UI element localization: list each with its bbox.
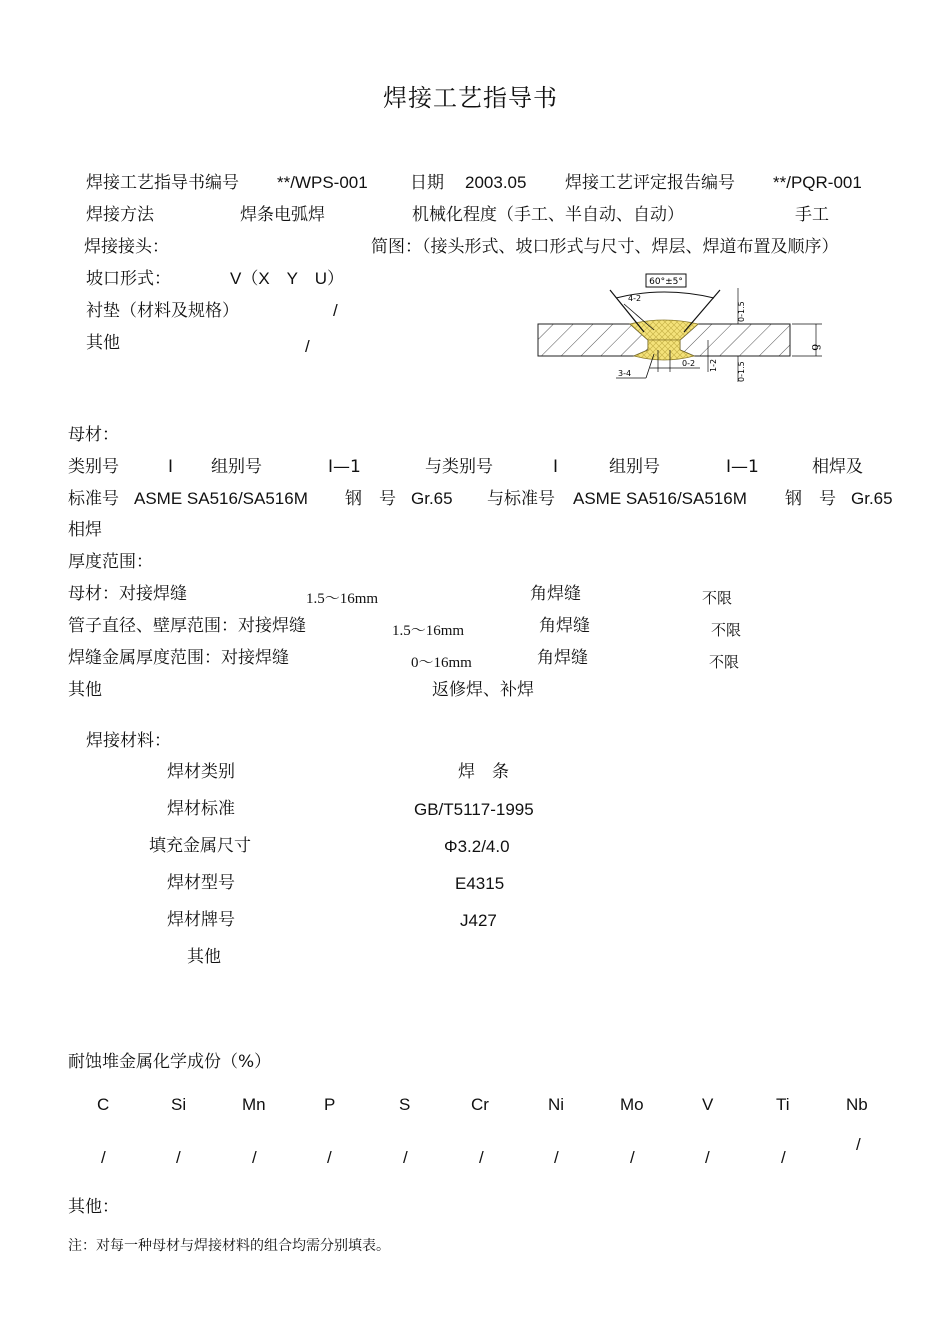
thickness-row-label: 焊缝金属厚度范围：对接焊缝 — [68, 648, 289, 668]
element-value: / — [101, 1148, 106, 1167]
thickness-row-butt: 0～16mm — [411, 655, 472, 671]
material-label: 焊材牌号 — [167, 910, 235, 930]
pqr-number-label: 焊接工艺评定报告编号 — [565, 173, 735, 193]
thickness-heading: 厚度范围： — [68, 552, 153, 572]
element-value: / — [705, 1148, 710, 1167]
thickness-row-label: 母材：对接焊缝 — [68, 584, 187, 604]
joint-other-value: / — [305, 337, 310, 356]
class-label: 类别号 — [68, 457, 119, 477]
with-standard-value: ASME SA516/SA516M — [573, 489, 747, 508]
backing-label: 衬垫（材料及规格） — [86, 301, 239, 321]
pqr-number-value: **/PQR-001 — [773, 173, 862, 192]
thickness-row-fillet: 不限 — [709, 655, 740, 671]
date-value: 2003.05 — [465, 173, 527, 192]
mechanization-value: 手工 — [795, 205, 829, 225]
date-label: 日期 — [410, 173, 444, 193]
element-header: P — [324, 1095, 336, 1114]
welding-method-label: 焊接方法 — [86, 205, 154, 225]
grade-value: Gr.65 — [411, 489, 453, 508]
element-header: Nb — [846, 1095, 868, 1114]
element-header: S — [399, 1095, 411, 1114]
with-standard-label: 与标准号 — [487, 489, 555, 509]
wps-number-label: 焊接工艺指导书编号 — [86, 173, 239, 193]
with-grade-value: Gr.65 — [851, 489, 893, 508]
thickness-symbol: δ — [809, 344, 822, 351]
with-class-label: 与类别号 — [425, 457, 493, 477]
joint-sketch — [530, 268, 830, 384]
reinforcement-top-label: 0-1.5 — [737, 301, 746, 322]
backing-value: / — [333, 301, 338, 320]
joint-other-label: 其他 — [86, 333, 120, 353]
thickness-other-label: 其他 — [68, 680, 102, 700]
with-group-value: Ⅰ—1 — [726, 457, 759, 477]
element-value: / — [479, 1148, 484, 1167]
material-value: J427 — [460, 911, 497, 930]
note-text: 注：对每一种母材与焊接材料的组合均需分别填表。 — [68, 1238, 390, 1254]
thickness-row-label: 管子直径、壁厚范围：对接焊缝 — [68, 616, 306, 636]
material-label: 其他 — [187, 947, 221, 967]
groove-form-value: V（X Y U） — [230, 269, 344, 288]
root-gap-label: 0-2 — [682, 359, 696, 368]
standard-value: ASME SA516/SA516M — [134, 489, 308, 508]
reinforcement-bottom-label: 0-1.5 — [737, 361, 746, 382]
thickness-row-fillet: 不限 — [711, 623, 742, 639]
element-value: / — [403, 1148, 408, 1167]
chemistry-heading: 耐蚀堆金属化学成份（%） — [68, 1052, 272, 1072]
element-header: Mo — [620, 1095, 644, 1114]
materials-heading: 焊接材料： — [86, 731, 171, 751]
material-label: 焊材类别 — [167, 762, 235, 782]
root-face-label: 1-2 — [709, 358, 718, 372]
thickness-row-butt: 1.5～16mm — [392, 623, 465, 639]
mechanization-label: 机械化程度（手工、半自动、自动） — [412, 205, 684, 225]
element-header: Ni — [548, 1095, 565, 1114]
material-label: 填充金属尺寸 — [149, 836, 251, 856]
with-group-label: 组别号 — [609, 457, 660, 477]
material-value: 焊 条 — [458, 762, 509, 782]
element-value: / — [252, 1148, 257, 1167]
element-value: / — [554, 1148, 559, 1167]
element-header: Mn — [242, 1095, 266, 1114]
standard-label: 标准号 — [68, 489, 119, 509]
layer-bottom-label: 3-4 — [618, 369, 632, 378]
welding-method-value: 焊条电弧焊 — [240, 205, 325, 225]
weld-text: 相焊 — [68, 520, 102, 540]
thickness-row-butt: 1.5～16mm — [306, 591, 379, 607]
wps-number-value: **/WPS-001 — [277, 173, 368, 192]
layer-top-label: 4-2 — [628, 294, 642, 303]
material-label: 焊材标准 — [167, 799, 235, 819]
class-value: Ⅰ — [168, 457, 174, 477]
thickness-row-fillet: 不限 — [702, 591, 733, 607]
thickness-other-value: 返修焊、补焊 — [432, 680, 534, 700]
thickness-row-fillet-label: 角焊缝 — [537, 648, 588, 668]
grade-label: 钢 号 — [345, 489, 396, 509]
groove-angle-label: 60°±5° — [649, 277, 683, 287]
document-title: 焊接工艺指导书 — [383, 84, 558, 112]
material-value: GB/T5117-1995 — [414, 800, 534, 819]
group-value: Ⅰ—1 — [328, 457, 361, 477]
group-label: 组别号 — [211, 457, 262, 477]
weld-with-text: 相焊及 — [812, 457, 863, 477]
element-value: / — [176, 1148, 181, 1167]
element-header: Cr — [471, 1095, 489, 1114]
sketch-label: 简图：（接头形式、坡口形式与尺寸、焊层、焊道布置及顺序） — [371, 237, 839, 257]
material-value: Φ3.2/4.0 — [444, 837, 510, 856]
element-header: C — [97, 1095, 110, 1114]
element-value: / — [856, 1135, 861, 1154]
element-header: V — [702, 1095, 714, 1114]
other-label: 其他： — [68, 1197, 119, 1217]
material-label: 焊材型号 — [167, 873, 235, 893]
thickness-row-fillet-label: 角焊缝 — [539, 616, 590, 636]
element-header: Ti — [776, 1095, 790, 1114]
with-class-value: Ⅰ — [553, 457, 559, 477]
material-value: E4315 — [455, 874, 505, 893]
element-value: / — [327, 1148, 332, 1167]
joint-label: 焊接接头： — [84, 237, 169, 257]
with-grade-label: 钢 号 — [785, 489, 836, 509]
element-value: / — [630, 1148, 635, 1167]
base-metal-heading: 母材： — [68, 425, 119, 445]
element-value: / — [781, 1148, 786, 1167]
thickness-row-fillet-label: 角焊缝 — [530, 584, 581, 604]
element-header: Si — [171, 1095, 187, 1114]
groove-form-label: 坡口形式： — [86, 269, 171, 289]
